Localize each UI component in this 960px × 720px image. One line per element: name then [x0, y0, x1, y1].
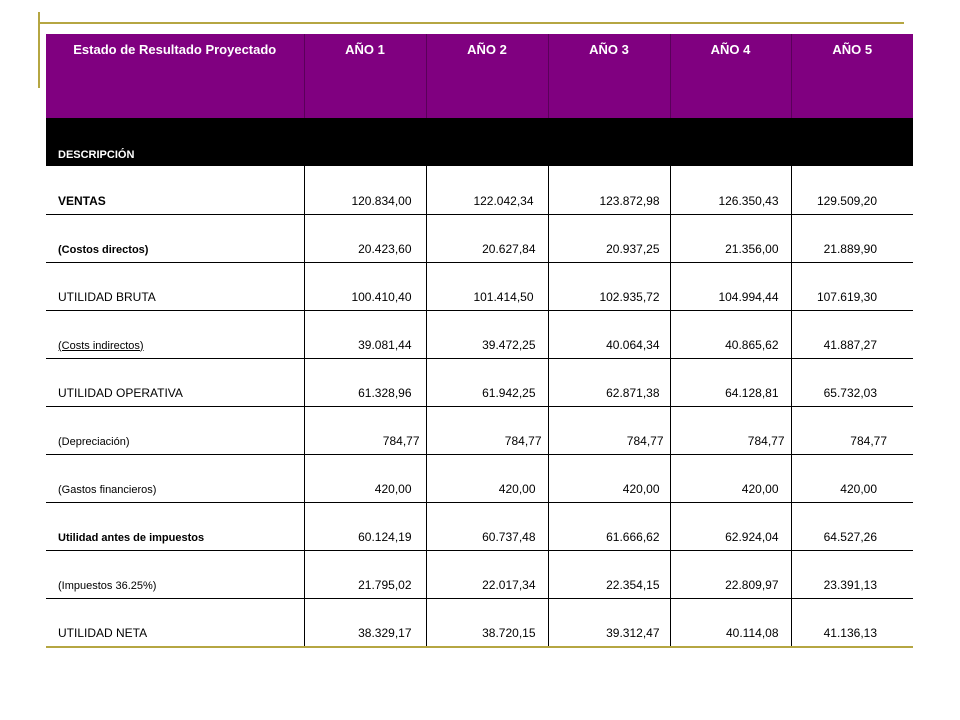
cell-value: 65.732,03: [791, 358, 913, 406]
cell-value: 61.328,96: [304, 358, 426, 406]
cell-value: 784,77: [426, 406, 548, 454]
cell-value: 123.872,98: [548, 166, 670, 214]
cell-value: 40.865,62: [670, 310, 791, 358]
table-row-utilidad-neta: [46, 598, 913, 646]
cell-value: 120.834,00: [304, 166, 426, 214]
cell-value: 60.737,48: [426, 502, 548, 550]
cell-value: 784,77: [670, 406, 791, 454]
cell-value: 22.017,34: [426, 550, 548, 598]
income-statement-table: [46, 34, 913, 647]
year-5-header: AÑO 5: [791, 34, 913, 118]
cell-value: 21.356,00: [670, 214, 791, 262]
table-row-impuestos: [46, 550, 913, 598]
row-label: (Costos directos): [46, 214, 304, 262]
cell-value: 60.124,19: [304, 502, 426, 550]
cell-value: 62.871,38: [548, 358, 670, 406]
row-label: UTILIDAD BRUTA: [46, 262, 304, 310]
cell-value: 64.527,26: [791, 502, 913, 550]
cell-value: 39.472,25: [426, 310, 548, 358]
cell-value: 784,77: [548, 406, 670, 454]
table-row-costos-indirectos: [46, 310, 913, 358]
row-label: (Costs indirectos): [46, 310, 304, 358]
table-row-ventas: [46, 166, 913, 214]
cell-value: 40.064,34: [548, 310, 670, 358]
row-label: Utilidad antes de impuestos: [46, 502, 304, 550]
table-row-utilidad-antes-impuestos: [46, 502, 913, 550]
cell-value: 20.627,84: [426, 214, 548, 262]
cell-value: 21.889,90: [791, 214, 913, 262]
cell-value: 101.414,50: [426, 262, 548, 310]
cell-value: 23.391,13: [791, 550, 913, 598]
cell-value: 420,00: [304, 454, 426, 502]
cell-value: 22.354,15: [548, 550, 670, 598]
table-row-utilidad-operativa: [46, 358, 913, 406]
decorative-bottom-line: [46, 646, 913, 648]
cell-value: 20.423,60: [304, 214, 426, 262]
cell-value: 64.128,81: [670, 358, 791, 406]
cell-value: 104.994,44: [670, 262, 791, 310]
cell-value: 102.935,72: [548, 262, 670, 310]
cell-value: 21.795,02: [304, 550, 426, 598]
cell-value: 41.136,13: [791, 598, 913, 646]
row-label: (Depreciación): [46, 406, 304, 454]
row-label: UTILIDAD OPERATIVA: [46, 358, 304, 406]
decorative-top-line: [38, 22, 904, 24]
table-row-utilidad-bruta: [46, 262, 913, 310]
cell-value: 784,77: [791, 406, 913, 454]
table-row-depreciacion: [46, 406, 913, 454]
cell-value: 40.114,08: [670, 598, 791, 646]
cell-value: 129.509,20: [791, 166, 913, 214]
table-title: Estado de Resultado Proyectado: [46, 34, 304, 118]
year-1-header: AÑO 1: [304, 34, 426, 118]
year-3-header: AÑO 3: [548, 34, 670, 118]
cell-value: 39.312,47: [548, 598, 670, 646]
cell-value: 107.619,30: [791, 262, 913, 310]
description-label: DESCRIPCIÓN: [46, 118, 913, 166]
cell-value: 61.942,25: [426, 358, 548, 406]
table-row-gastos-financieros: [46, 454, 913, 502]
cell-value: 100.410,40: [304, 262, 426, 310]
cell-value: 38.329,17: [304, 598, 426, 646]
cell-value: 122.042,34: [426, 166, 548, 214]
decorative-left-line: [38, 12, 40, 88]
cell-value: 41.887,27: [791, 310, 913, 358]
table-row-costos-directos: [46, 214, 913, 262]
cell-value: 420,00: [670, 454, 791, 502]
row-label: UTILIDAD NETA: [46, 598, 304, 646]
row-label: (Impuestos 36.25%): [46, 550, 304, 598]
cell-value: 62.924,04: [670, 502, 791, 550]
cell-value: 39.081,44: [304, 310, 426, 358]
cell-value: 784,77: [304, 406, 426, 454]
cell-value: 420,00: [426, 454, 548, 502]
year-4-header: AÑO 4: [670, 34, 791, 118]
row-label: VENTAS: [46, 166, 304, 214]
row-label: (Gastos financieros): [46, 454, 304, 502]
cell-value: 420,00: [548, 454, 670, 502]
cell-value: 126.350,43: [670, 166, 791, 214]
year-2-header: AÑO 2: [426, 34, 548, 118]
cell-value: 61.666,62: [548, 502, 670, 550]
cell-value: 20.937,25: [548, 214, 670, 262]
cell-value: 22.809,97: [670, 550, 791, 598]
cell-value: 38.720,15: [426, 598, 548, 646]
header-row: [46, 34, 913, 118]
description-row: [46, 118, 913, 166]
cell-value: 420,00: [791, 454, 913, 502]
